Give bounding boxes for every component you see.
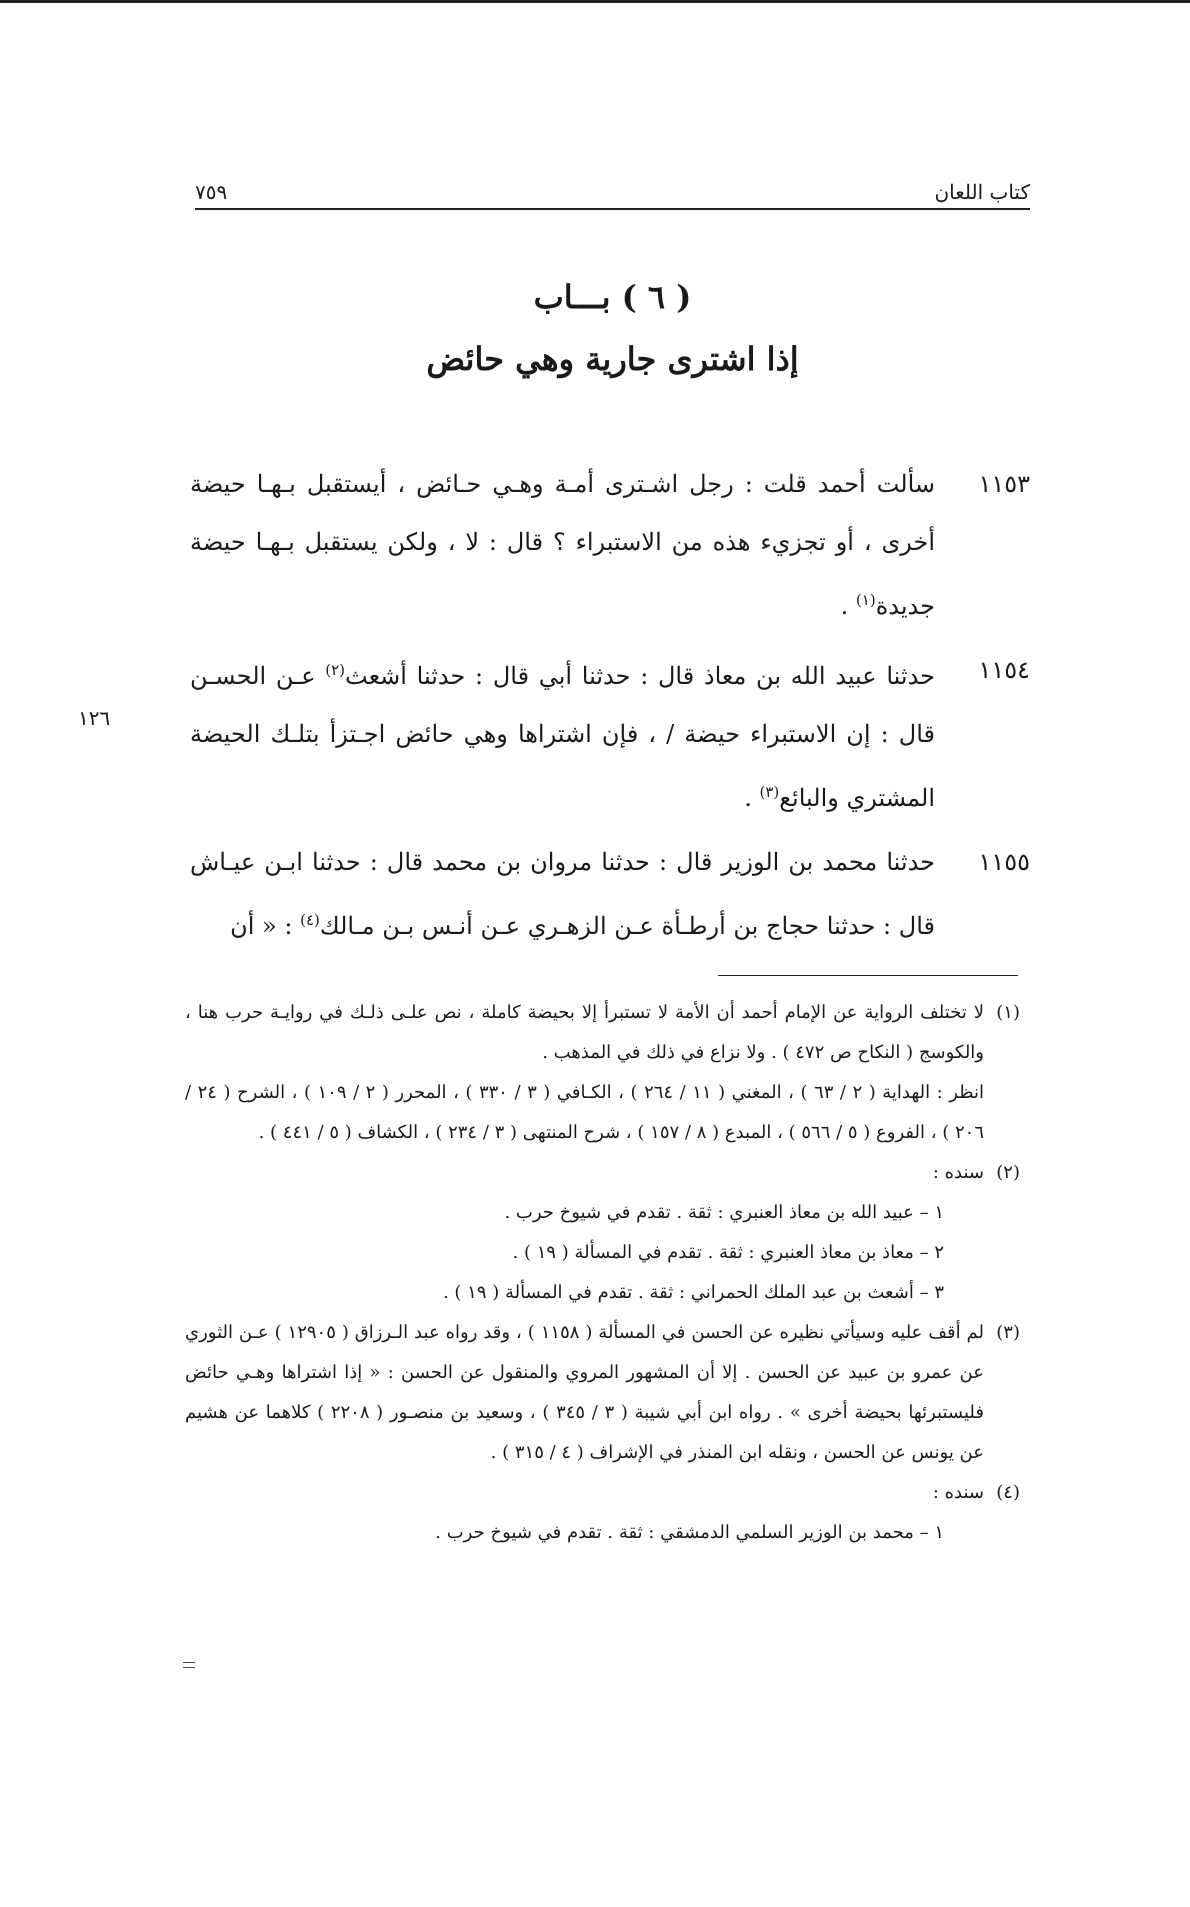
footnote-divider <box>718 975 1018 976</box>
footnote-marker: (٤) <box>996 1482 1020 1503</box>
page-number: ٧٥٩ <box>195 180 228 204</box>
footnote-line: سنده : <box>932 1162 984 1183</box>
footnote-ref: (٣) <box>759 783 780 801</box>
footnote-line: لا تختلف الرواية عن الإمام أحمد أن الأمة لا تستبرأ إلا بحيضة كاملة ، نص علـى ذلـك في روايـة حرب هنا ، والكوسج ( النكاح ص ٤٧٢ ) . ولا نزاع في ذلك في المذهب . <box>185 1002 984 1063</box>
issue-number: ١١٥٤ <box>978 656 1030 684</box>
footnote-line: لم أقف عليه وسيأتي نظيره عن الحسن في المسألة ( ١١٥٨ ) ، وقد رواه عبد الـرزاق ( ١٢٩٠٥ ) عـن الثوري عن عمرو بن عبيد عن الحسن . إلا أن المشهور المروي والمنقول عن الحسن : « إذا اشتراها وهـي حائض فليستبرئها بحيضة أخرى » . رواه ابن أبي شيبة ( ٣ / ٣٤٥ ) ، وسعيد بن منصـور ( ٢٢٠٨ ) كلاهما عن هشيم عن يونس عن الحسن ، ونقله ابن المنذر في الإشراف ( ٤ / ٣١٥ ) . <box>185 1322 984 1463</box>
issue-tail: : « أن <box>230 912 301 940</box>
footnote-ref: (٤) <box>300 911 320 929</box>
issue-1153 <box>190 455 1030 635</box>
issue-number: ١١٥٣ <box>978 470 1030 498</box>
footnote-1 <box>185 993 1020 1153</box>
main-text <box>190 455 1030 961</box>
chapter-heading <box>195 275 1030 381</box>
running-header <box>195 170 1030 210</box>
footnote-sub-line: ٣ – أشعث بن عبد الملك الحمراني : ثقة . تقدم في المسألة ( ١٩ ) . <box>442 1282 944 1303</box>
footnote-ref: (٢) <box>325 661 346 679</box>
footnote-line: انظر : الهداية ( ٢ / ٦٣ ) ، المغني ( ١١ / ٢٦٤ ) ، الكـافي ( ٣ / ٣٣٠ ) ، المحرر ( ٢ / ١٠٩ ) ، الشرح ( ٢٤ / ٢٠٦ ) ، الفروع ( ٥ / ٥٦٦ ) ، المبدع ( ٨ / ١٥٧ ) ، شرح المنتهى ( ٣ / ٢٣٤ ) ، الكشاف ( ٥ / ٤٤١ ) . <box>185 1082 984 1143</box>
issue-number: ١١٥٥ <box>978 848 1030 876</box>
issue-text-continued: عـن الحسـن قال : إن الاستبراء حيضة / ، فإن اشتراها وهي حائض اجـتزأ بتلـك الحيضة المشتري والبائع <box>190 662 935 812</box>
footnotes-section <box>185 993 1020 1553</box>
footnote-sub-line: ٢ – معاذ بن معاذ العنبري : ثقة . تقدم في المسألة ( ١٩ ) . <box>512 1242 944 1263</box>
footnote-sub-line: ١ – عبيد الله بن معاذ العنبري : ثقة . تقدم في شيوخ حرب . <box>504 1202 944 1223</box>
footnote-marker: (٢) <box>996 1162 1020 1183</box>
printer-mark <box>183 1662 195 1668</box>
footnote-sub-line: ١ – محمد بن الوزير السلمي الدمشقي : ثقة . تقدم في شيوخ حرب . <box>435 1522 944 1543</box>
issue-text: حدثنا محمد بن الوزير قال : حدثنا مروان بن محمد قال : حدثنا ابـن عيـاش قال : حدثنا حجاج بن أرطـأة عـن الزهـري عـن أنـس بـن مـالك <box>190 848 935 940</box>
page-top-edge <box>0 0 1190 3</box>
issue-tail: . <box>744 784 760 812</box>
footnote-2 <box>185 1153 1020 1313</box>
footnote-3 <box>185 1313 1020 1473</box>
issue-tail: . <box>840 592 856 620</box>
book-title: كتاب اللعان <box>934 180 1030 204</box>
margin-page-reference: ١٢٦ <box>78 706 111 730</box>
issue-1154 <box>190 641 1030 827</box>
footnote-ref: (١) <box>855 591 876 609</box>
issue-1155 <box>190 833 1030 955</box>
issue-text: سألت أحمد قلت : رجل اشـترى أمـة وهـي حـائض ، أيستقبل بـهـا حيضة أخرى ، أو تجزيء هذه من الاستبراء ؟ قال : لا ، ولكن يستقبل بـهـا حيضة جديدة <box>190 470 935 620</box>
chapter-title: إذا اشترى جارية وهي حائض <box>426 340 799 378</box>
footnote-marker: (١) <box>996 1002 1020 1023</box>
footnote-marker: (٣) <box>996 1322 1020 1343</box>
footnote-line: سنده : <box>932 1482 984 1503</box>
footnote-4 <box>185 1473 1020 1553</box>
issue-text: حدثنا عبيد الله بن معاذ قال : حدثنا أبي قال : حدثنا أشعث <box>345 662 935 690</box>
chapter-label: ( ٦ ) بـــاب <box>533 278 692 316</box>
